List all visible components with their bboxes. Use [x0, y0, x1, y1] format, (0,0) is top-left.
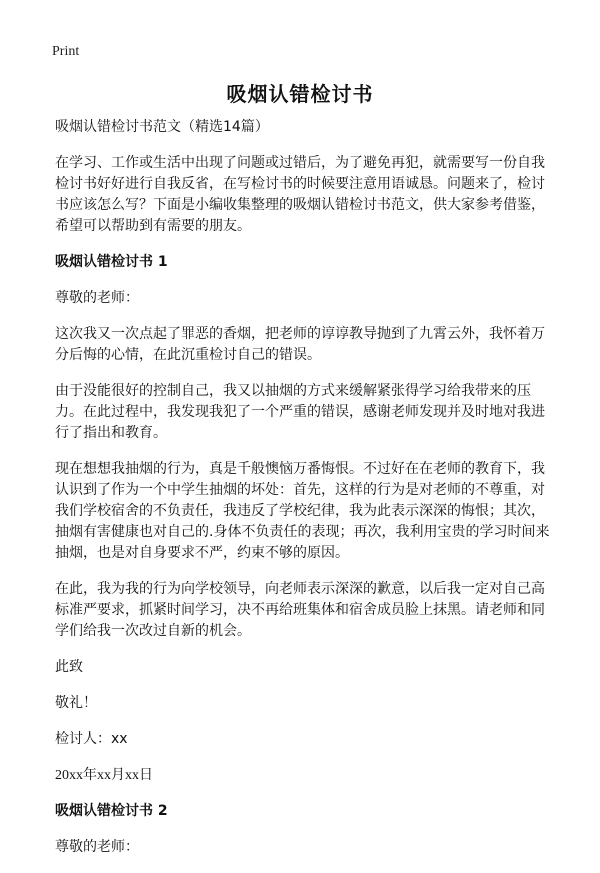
- print-label: Print: [52, 44, 80, 59]
- signature-line: 检讨人：xx: [55, 731, 128, 747]
- intro-paragraph: 在学习、工作或生活中出现了问题或过错后，为了避免再犯，就需要写一份自我检讨书好好进行自我反省，在写检讨书的时候要注意用语诚恳。问题来了，检讨书应该怎么写？下面是小编收集整理的吸烟认错检讨书范文，供大家参考借鉴，希望可以帮助到有需要的朋友。: [55, 155, 545, 234]
- section-2-heading: 吸烟认错检讨书 2: [55, 803, 168, 819]
- section-1-paragraph-2: 由于没能很好的控制自己，我又以抽烟的方式来缓解紧张得学习给我带来的压力。在此过程中，我发现我犯了一个严重的错误，感谢老师发现并及时地对我进行了指出和教育。: [55, 383, 545, 441]
- date-line: 20xx年xx月xx日: [55, 768, 153, 783]
- section-2-greeting: 尊敬的老师：: [55, 839, 139, 855]
- section-1-paragraph-3: 现在想想我抽烟的行为，真是千般懊恼万番悔恨。不过好在在老师的教育下，我认识到了作为一个中学生抽烟的坏处：首先，这样的行为是对老师的不尊重，对我们学校宿舍的不负责任，我违反了学校纪律，我为此表示深深的悔恨；其次，抽烟有害健康也对自己的.身体不负责任的表现；再次，我利用宝贵的学习时间来抽烟，也是对自身要求不严，约束不够的原因。: [55, 461, 550, 561]
- closing-line-2: 敬礼！: [55, 695, 97, 711]
- document-subtitle: 吸烟认错检讨书范文（精选14篇）: [55, 119, 269, 135]
- section-1-paragraph-4: 在此，我为我的行为向学校领导，向老师表示深深的歉意，以后我一定对自己高标准严要求，抓紧时间学习，决不再给班集体和宿舍成员脸上抹黑。请老师和同学们给我一次改过自新的机会。: [55, 581, 545, 639]
- section-1-paragraph-1: 这次我又一次点起了罪恶的香烟，把老师的谆谆教导抛到了九霄云外，我怀着万分后悔的心情，在此沉重检讨自己的错误。: [55, 326, 545, 363]
- section-1-greeting: 尊敬的老师：: [55, 290, 139, 306]
- page-title: 吸烟认错检讨书: [226, 82, 374, 106]
- closing-line-1: 此致: [55, 659, 83, 675]
- document-body: [55, 117, 550, 873]
- section-1-heading: 吸烟认错检讨书 1: [55, 254, 168, 270]
